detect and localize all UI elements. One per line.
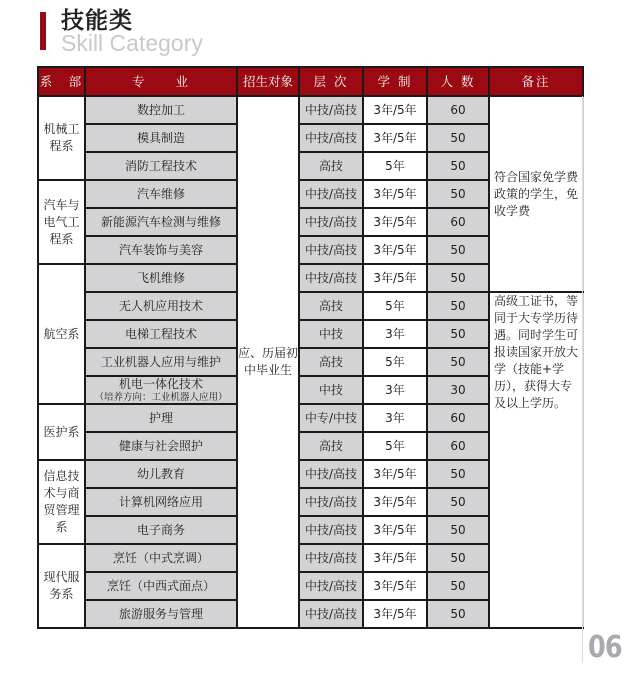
major-cell bbox=[85, 208, 237, 236]
count-cell: 50 bbox=[427, 180, 489, 208]
header-count: 人 数 bbox=[427, 67, 489, 96]
count-cell: 50 bbox=[427, 236, 489, 264]
major-name: 新能源汽车检测与维修 bbox=[100, 214, 221, 229]
major-name: 飞机维修 bbox=[136, 270, 185, 285]
level-cell: 中技/高技 bbox=[299, 96, 363, 124]
count-cell: 60 bbox=[427, 96, 489, 124]
major-cell bbox=[85, 432, 237, 460]
duration-cell: 3年 bbox=[363, 404, 427, 432]
major-cell bbox=[85, 152, 237, 180]
header-dept: 系 部 bbox=[38, 67, 85, 96]
level-cell: 中技/高技 bbox=[299, 264, 363, 292]
note-cell: 符合国家免学费政策的学生，免收学费 bbox=[489, 96, 583, 292]
level-cell: 中技/高技 bbox=[299, 544, 363, 572]
department-cell: 医护系 bbox=[38, 404, 85, 460]
department-cell: 信息技术与商贸管理系 bbox=[38, 460, 85, 544]
major-name: 幼儿教育 bbox=[136, 466, 185, 481]
major-cell bbox=[85, 600, 237, 628]
count-cell: 50 bbox=[427, 544, 489, 572]
duration-cell: 3年/5年 bbox=[363, 516, 427, 544]
count-cell: 50 bbox=[427, 292, 489, 320]
major-name: 消防工程技术 bbox=[124, 158, 197, 173]
major-cell bbox=[85, 544, 237, 572]
duration-cell: 3年/5年 bbox=[363, 264, 427, 292]
major-cell bbox=[85, 96, 237, 124]
level-cell: 中技/高技 bbox=[299, 180, 363, 208]
major-cell bbox=[85, 404, 237, 432]
major-name: 计算机网络应用 bbox=[118, 494, 203, 509]
note-cell: 高级工证书，等同于大专学历待遇。同时学生可报读国家开放大学（技能+学历），获得大专及以上学历。 bbox=[489, 292, 583, 628]
major-cell bbox=[85, 572, 237, 600]
duration-cell: 3年/5年 bbox=[363, 236, 427, 264]
major-cell bbox=[85, 292, 237, 320]
level-cell: 中技 bbox=[299, 376, 363, 404]
major-name: 无人机应用技术 bbox=[118, 298, 203, 313]
header-level: 层 次 bbox=[299, 67, 363, 96]
page-title: 技能类 bbox=[61, 8, 133, 34]
major-cell bbox=[85, 376, 237, 404]
major-name: 汽车装饰与美容 bbox=[118, 242, 203, 257]
level-cell: 高技 bbox=[299, 152, 363, 180]
level-cell: 中技/高技 bbox=[299, 460, 363, 488]
major-name: 护理 bbox=[148, 410, 173, 425]
duration-cell: 3年/5年 bbox=[363, 600, 427, 628]
level-cell: 中技/高技 bbox=[299, 124, 363, 152]
major-cell bbox=[85, 236, 237, 264]
header-target: 招生对象 bbox=[237, 67, 299, 96]
count-cell: 50 bbox=[427, 600, 489, 628]
duration-cell: 5年 bbox=[363, 432, 427, 460]
count-cell: 50 bbox=[427, 488, 489, 516]
table-row bbox=[38, 292, 583, 320]
count-cell: 60 bbox=[427, 208, 489, 236]
level-cell: 中技 bbox=[299, 320, 363, 348]
major-cell bbox=[85, 180, 237, 208]
count-cell: 60 bbox=[427, 432, 489, 460]
count-cell: 50 bbox=[427, 152, 489, 180]
major-cell bbox=[85, 320, 237, 348]
duration-cell: 3年/5年 bbox=[363, 208, 427, 236]
level-cell: 中技/高技 bbox=[299, 516, 363, 544]
level-cell: 高技 bbox=[299, 432, 363, 460]
skill-category-table bbox=[37, 66, 584, 629]
header-note: 备注 bbox=[489, 67, 583, 96]
duration-cell: 3年/5年 bbox=[363, 180, 427, 208]
major-sub-direction: （培养方向：工业机器人应用） bbox=[94, 392, 228, 403]
major-name: 汽车维修 bbox=[136, 186, 185, 201]
level-cell: 中专/中技 bbox=[299, 404, 363, 432]
department-cell: 航空系 bbox=[38, 264, 85, 404]
table-header-row bbox=[38, 67, 583, 96]
duration-cell: 3年 bbox=[363, 376, 427, 404]
count-cell: 50 bbox=[427, 460, 489, 488]
major-name: 烹饪（中式烹调） bbox=[112, 550, 209, 565]
count-cell: 50 bbox=[427, 320, 489, 348]
major-cell bbox=[85, 348, 237, 376]
level-cell: 高技 bbox=[299, 292, 363, 320]
table-row bbox=[38, 96, 583, 124]
count-cell: 50 bbox=[427, 264, 489, 292]
duration-cell: 5年 bbox=[363, 348, 427, 376]
major-cell bbox=[85, 264, 237, 292]
page-subtitle: Skill Category bbox=[61, 30, 203, 56]
duration-cell: 3年/5年 bbox=[363, 96, 427, 124]
major-name: 数控加工 bbox=[136, 102, 185, 117]
duration-cell: 5年 bbox=[363, 292, 427, 320]
right-guide-line bbox=[582, 96, 583, 663]
level-cell: 高技 bbox=[299, 348, 363, 376]
major-name: 工业机器人应用与维护 bbox=[100, 354, 221, 369]
major-name: 旅游服务与管理 bbox=[118, 606, 203, 621]
level-cell: 中技/高技 bbox=[299, 208, 363, 236]
page-number: 06 bbox=[588, 630, 622, 665]
major-name: 电子商务 bbox=[136, 522, 185, 537]
duration-cell: 3年/5年 bbox=[363, 460, 427, 488]
department-cell: 现代服务系 bbox=[38, 544, 85, 628]
major-name: 烹饪（中西式面点） bbox=[106, 578, 215, 593]
count-cell: 50 bbox=[427, 348, 489, 376]
level-cell: 中技/高技 bbox=[299, 236, 363, 264]
major-name: 模具制造 bbox=[136, 130, 185, 145]
title-accent-bar bbox=[40, 12, 46, 50]
major-cell bbox=[85, 124, 237, 152]
count-cell: 60 bbox=[427, 404, 489, 432]
department-cell: 机械工程系 bbox=[38, 96, 85, 180]
header-major: 专 业 bbox=[85, 67, 237, 96]
level-cell: 中技/高技 bbox=[299, 488, 363, 516]
major-name: 电梯工程技术 bbox=[124, 326, 197, 341]
header-duration: 学 制 bbox=[363, 67, 427, 96]
duration-cell: 3年/5年 bbox=[363, 124, 427, 152]
enrollment-target-cell: 应、历届初中毕业生 bbox=[237, 96, 299, 628]
duration-cell: 3年/5年 bbox=[363, 572, 427, 600]
major-cell bbox=[85, 488, 237, 516]
count-cell: 30 bbox=[427, 376, 489, 404]
level-cell: 中技/高技 bbox=[299, 572, 363, 600]
major-name: 健康与社会照护 bbox=[118, 438, 203, 453]
count-cell: 50 bbox=[427, 572, 489, 600]
count-cell: 50 bbox=[427, 516, 489, 544]
major-cell bbox=[85, 460, 237, 488]
duration-cell: 3年/5年 bbox=[363, 488, 427, 516]
level-cell: 中技/高技 bbox=[299, 600, 363, 628]
count-cell: 50 bbox=[427, 124, 489, 152]
duration-cell: 3年/5年 bbox=[363, 544, 427, 572]
duration-cell: 5年 bbox=[363, 152, 427, 180]
major-cell bbox=[85, 516, 237, 544]
duration-cell: 3年 bbox=[363, 320, 427, 348]
department-cell: 汽车与电气工程系 bbox=[38, 180, 85, 264]
major-name: 机电一体化技术 bbox=[118, 377, 203, 391]
